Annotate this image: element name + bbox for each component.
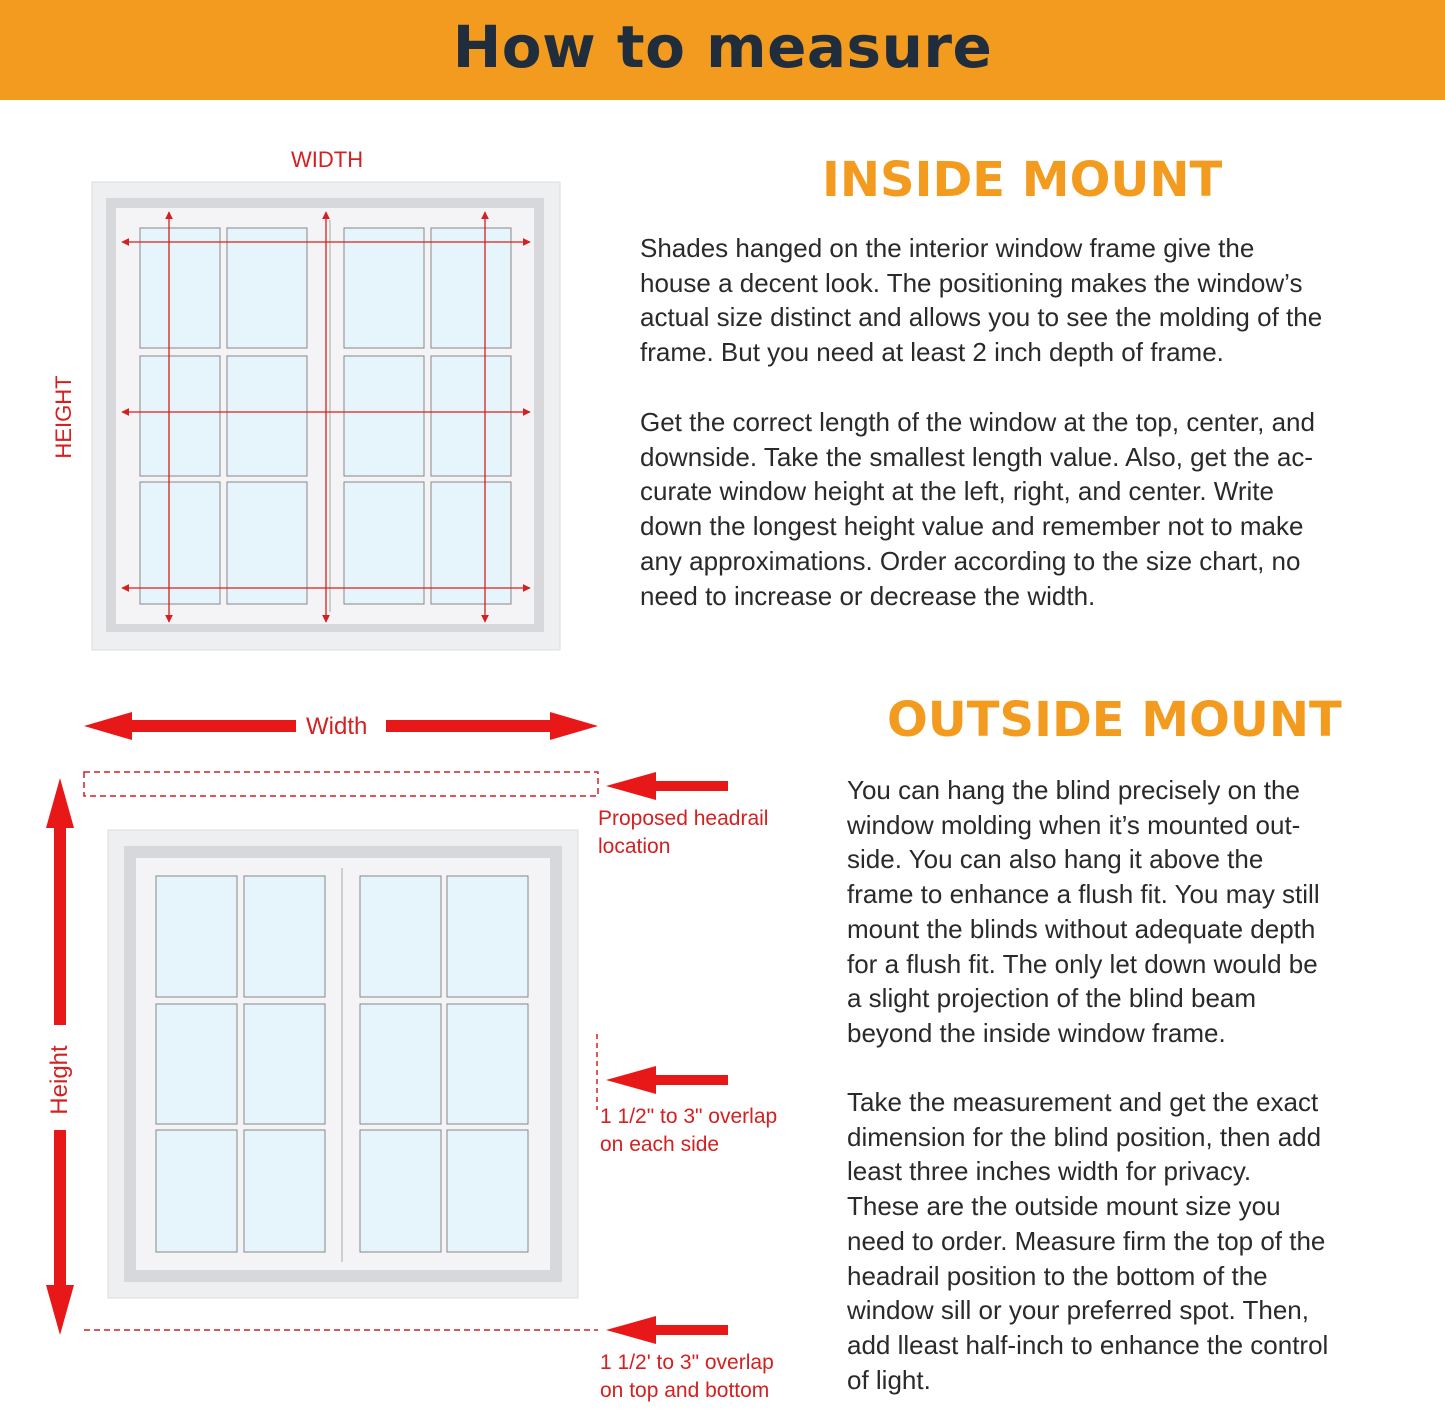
page-title: How to measure (452, 13, 993, 81)
outside-mount-paragraph-2: Take the measurement and get the exact dimension for the blind position, then add least three inches width for privacy. These are the outside mount size you need to order. Measure firm the top of the headrail position to the bottom of the window sill or your preferred spot. Then, add lleast half-inch to enhance the control of light. (847, 1087, 1329, 1395)
side-overlap-note: 1 1/2" to 3" overlap on each side (600, 1105, 778, 1156)
outside-mount-window-diagram (0, 690, 800, 1410)
inside-mount-window-diagram (90, 180, 570, 660)
headrail-location-note: Proposed headrail location (598, 807, 769, 858)
side-overlap-pointer-arrow (606, 1066, 728, 1094)
top-bottom-overlap-note: 1 1/2' to 3" overlap on top and bottom (600, 1351, 774, 1402)
inside-mount-title: INSIDE MOUNT (822, 152, 1223, 208)
header-banner (0, 0, 1445, 100)
inside-width-label: WIDTH (291, 147, 364, 172)
outside-mount-paragraph-1: You can hang the blind precisely on the window molding when it’s mounted out- side. You can also hang it above the frame to enhance a flush fit. You may still mount the blinds without adequate depth for a flush fit. The only let down would be a slight projection of the blind beam beyond the inside window frame. (847, 775, 1320, 1048)
bottom-overlap-pointer-arrow (606, 1316, 728, 1344)
inside-mount-paragraph-2: Get the correct length of the window at the top, center, and downside. Take the smallest length value. Also, get the ac- curate window height at the left, right, and center. Write down the longest height value and remember not to make any approximations. Order according to the size chart, no need to increase or decrease the width. (640, 407, 1315, 611)
inside-mount-paragraph-1: Shades hanged on the interior window frame give the house a decent look. The positioning makes the window’s actual size distinct and allows you to see the molding of the frame. But you need at least 2 inch depth of frame. (640, 233, 1323, 368)
outside-mount-title: OUTSIDE MOUNT (887, 692, 1342, 748)
headrail-pointer-arrow (606, 772, 728, 800)
inside-height-label: HEIGHT (51, 375, 76, 459)
outside-width-label: Width (306, 713, 368, 740)
outside-height-label: Height (46, 1045, 73, 1115)
proposed-headrail-box (84, 772, 598, 796)
